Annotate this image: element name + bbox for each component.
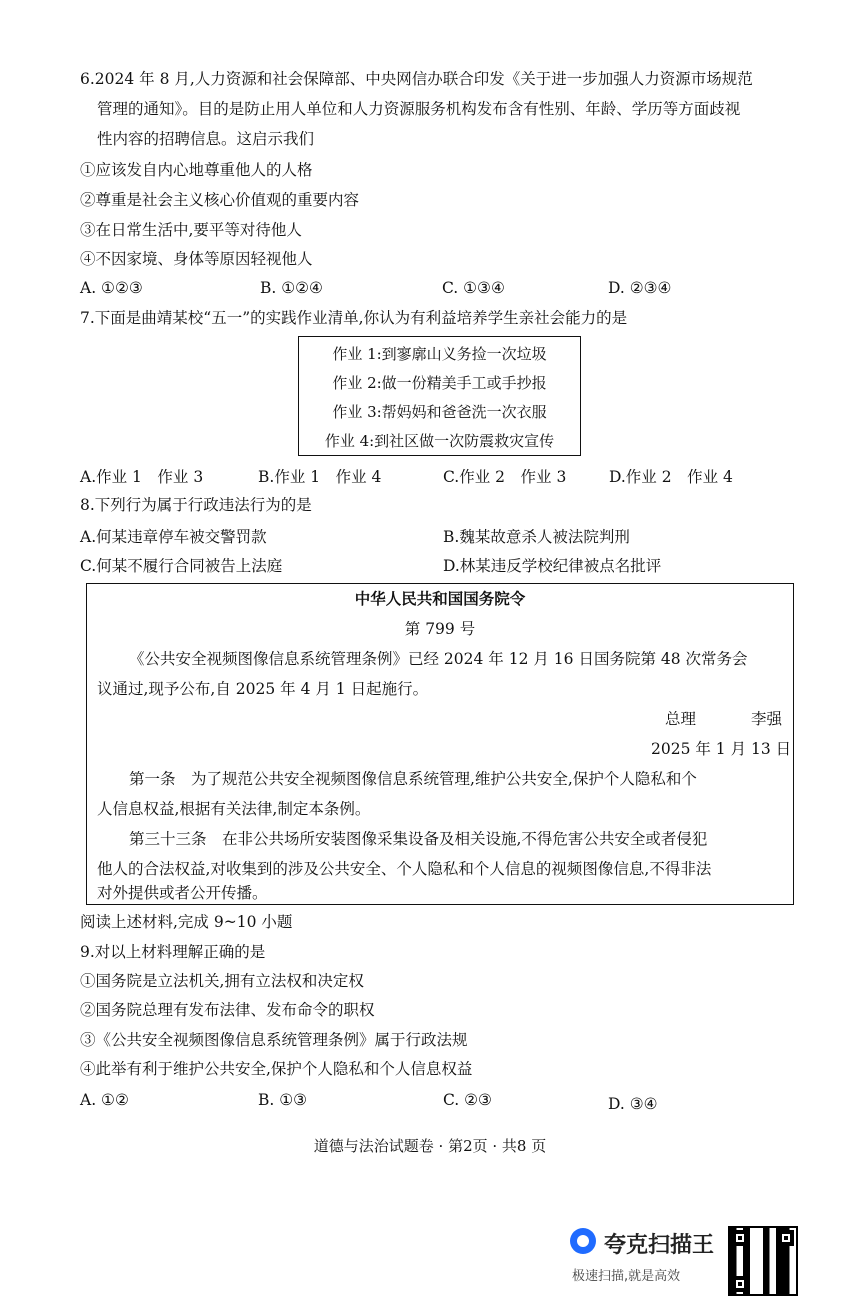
homework-item-3: 作业 3:帮妈妈和爸爸洗一次衣服 — [332, 403, 547, 421]
scanner-logo-icon — [570, 1228, 596, 1254]
decree-signer-name: 李强 — [751, 710, 783, 728]
q6-stem-line2: 管理的通知》。目的是防止用人单位和人力资源服务机构发布含有性别、年龄、学历等方面歧视 — [97, 100, 741, 118]
homework-item-2: 作业 2:做一份精美手工或手抄报 — [332, 374, 547, 392]
q6-stem-line1: 6.2024 年 8 月,人力资源和社会保障部、中央网信办联合印发《关于进一步加强人力资源市场规范 — [80, 70, 753, 88]
q6-option-d[interactable]: D. ②③④ — [608, 279, 672, 297]
q8-stem: 8.下列行为属于行政违法行为的是 — [80, 496, 312, 514]
decree-date: 2025 年 1 月 13 日 — [651, 740, 792, 758]
decree-article33-line1: 第三十三条 在非公共场所安装图像采集设备及相关设施,不得危害公共安全或者侵犯 — [129, 830, 708, 848]
homework-item-4: 作业 4:到社区做一次防震救灾宣传 — [324, 432, 555, 450]
q7-option-b[interactable]: B.作业 1 作业 4 — [258, 468, 382, 486]
q9-stem: 9.对以上材料理解正确的是 — [80, 943, 266, 961]
q8-option-c[interactable]: C.何某不履行合同被告上法庭 — [80, 557, 283, 575]
qr-finder-top-right — [778, 1230, 794, 1246]
state-council-decree-box — [86, 583, 794, 905]
q9-option-a[interactable]: A. ①② — [80, 1091, 129, 1109]
q8-option-d[interactable]: D.林某违反学校纪律被点名批评 — [443, 557, 662, 575]
q9-statement-3: ③《公共安全视频图像信息系统管理条例》属于行政法规 — [80, 1031, 468, 1049]
q6-statement-4: ④不因家境、身体等原因轻视他人 — [80, 250, 313, 268]
q6-option-c[interactable]: C. ①③④ — [442, 279, 505, 297]
decree-para1-line2: 议通过,现予公布,自 2025 年 4 月 1 日起施行。 — [97, 680, 429, 698]
decree-article1-line1: 第一条 为了规范公共安全视频图像信息系统管理,维护公共安全,保护个人隐私和个 — [129, 770, 697, 788]
reading-instruction: 阅读上述材料,完成 9~10 小题 — [80, 913, 293, 931]
q9-statement-1: ①国务院是立法机关,拥有立法权和决定权 — [80, 972, 364, 990]
q9-statement-4: ④此举有利于维护公共安全,保护个人隐私和个人信息权益 — [80, 1060, 473, 1078]
qr-code-icon — [728, 1226, 798, 1296]
q7-option-d[interactable]: D.作业 2 作业 4 — [609, 468, 733, 486]
q9-statement-2: ②国务院总理有发布法律、发布命令的职权 — [80, 1001, 375, 1019]
q6-statement-3: ③在日常生活中,要平等对待他人 — [80, 221, 302, 239]
q6-statement-2: ②尊重是社会主义核心价值观的重要内容 — [80, 191, 360, 209]
decree-article33-line2: 他人的合法权益,对收集到的涉及公共安全、个人隐私和个人信息的视频图像信息,不得非法 — [97, 860, 712, 878]
q6-statement-1: ①应该发自内心地尊重他人的人格 — [80, 161, 313, 179]
q7-option-a[interactable]: A.作业 1 作业 3 — [80, 468, 204, 486]
q9-option-b[interactable]: B. ①③ — [258, 1091, 308, 1109]
homework-list-box — [298, 336, 581, 456]
q8-option-a[interactable]: A.何某违章停车被交警罚款 — [80, 528, 267, 546]
qr-finder-bottom-left — [732, 1276, 748, 1292]
q9-option-c[interactable]: C. ②③ — [443, 1091, 492, 1109]
decree-para1-line1: 《公共安全视频图像信息系统管理条例》已经 2024 年 12 月 16 日国务院第 48 次常务会 — [129, 650, 748, 668]
q6-stem-line3: 性内容的招聘信息。这启示我们 — [97, 130, 315, 148]
q8-option-b[interactable]: B.魏某故意杀人被法院判刑 — [443, 528, 630, 546]
page-footer: 道德与法治试题卷 · 第2页 · 共8 页 — [313, 1137, 547, 1155]
scanner-watermark-subtitle: 极速扫描,就是高效 — [572, 1269, 681, 1284]
decree-title: 中华人民共和国国务院令 — [354, 589, 526, 608]
q6-option-b[interactable]: B. ①②④ — [260, 279, 323, 297]
homework-item-1: 作业 1:到寥廓山义务捡一次垃圾 — [332, 345, 547, 363]
q7-stem: 7.下面是曲靖某校“五一”的实践作业清单,你认为有利益培养学生亲社会能力的是 — [80, 309, 628, 327]
q9-option-d[interactable]: D. ③④ — [608, 1095, 658, 1113]
q6-option-a[interactable]: A. ①②③ — [80, 279, 143, 297]
q7-option-c[interactable]: C.作业 2 作业 3 — [443, 468, 567, 486]
decree-number: 第 799 号 — [404, 620, 476, 638]
decree-signer-title: 总理 — [665, 710, 697, 728]
decree-article1-line2: 人信息权益,根据有关法律,制定本条例。 — [97, 800, 371, 818]
decree-article33-line3: 对外提供或者公开传播。 — [97, 884, 268, 902]
scanner-watermark-title: 夸克扫描王 — [604, 1233, 715, 1258]
qr-finder-top-left — [732, 1230, 748, 1246]
